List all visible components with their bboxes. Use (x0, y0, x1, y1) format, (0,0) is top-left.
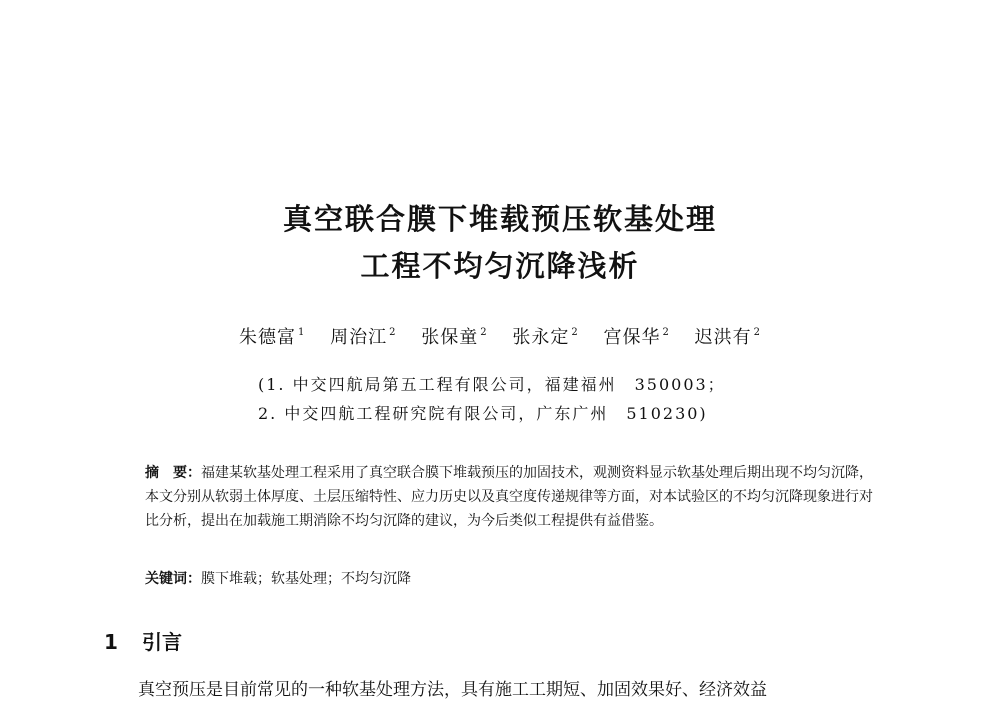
author-affiliation-mark: 2 (662, 327, 670, 338)
body-paragraph: 真空预压是目前常见的一种软基处理方法，具有施工工期短、加固效果好、经济效益 (138, 680, 767, 700)
author-name: 周治江 (330, 327, 388, 348)
abstract-text: 福建某软基处理工程采用了真空联合膜下堆载预压的加固技术，观测资料显示软基处理后期出现不均匀沉降，本文分别从软弱土体厚度、土层压缩特性、应力历史以及真空度传递规律等方面，对本试验区的不均匀沉降现象进行对比分析，提出在加载施工期消除不均匀沉降的建议，为今后类似工程提供有益借鉴。 (145, 465, 873, 529)
author (603, 323, 669, 349)
keywords (145, 568, 875, 588)
author-list (0, 323, 1000, 349)
author-name: 张永定 (512, 327, 570, 348)
author-affiliation-mark: 2 (571, 327, 579, 338)
author-name: 宫保华 (603, 327, 661, 348)
abstract-label: 摘 要： (145, 465, 201, 481)
author (239, 323, 305, 349)
author (512, 323, 578, 349)
section-heading (104, 626, 182, 655)
section-title: 引言 (142, 630, 182, 654)
author (330, 323, 396, 349)
section-number: 1 (104, 630, 118, 654)
keywords-label: 关键词： (145, 571, 201, 587)
author-affiliation-mark: 2 (753, 327, 761, 338)
affiliation-line-2: 2. 中交四航工程研究院有限公司，广东广州 510230) (258, 404, 708, 423)
author (421, 323, 487, 349)
author-affiliation-mark: 2 (389, 327, 397, 338)
abstract (145, 461, 875, 533)
paper-title-line-1: 真空联合膜下堆载预压软基处理 (282, 202, 717, 236)
keywords-text: 膜下堆载；软基处理；不均匀沉降 (201, 571, 411, 587)
author-name: 朱德富 (239, 327, 297, 348)
author-name: 迟洪有 (694, 327, 752, 348)
author-affiliation-mark: 2 (480, 327, 488, 338)
author-affiliation-mark: 1 (298, 327, 306, 338)
author (695, 323, 761, 349)
affiliation-line-1: (1. 中交四航局第五工程有限公司，福建福州 350003； (258, 375, 726, 394)
paper-title-line-2: 工程不均匀沉降浅析 (360, 249, 640, 283)
author-name: 张保童 (421, 327, 479, 348)
